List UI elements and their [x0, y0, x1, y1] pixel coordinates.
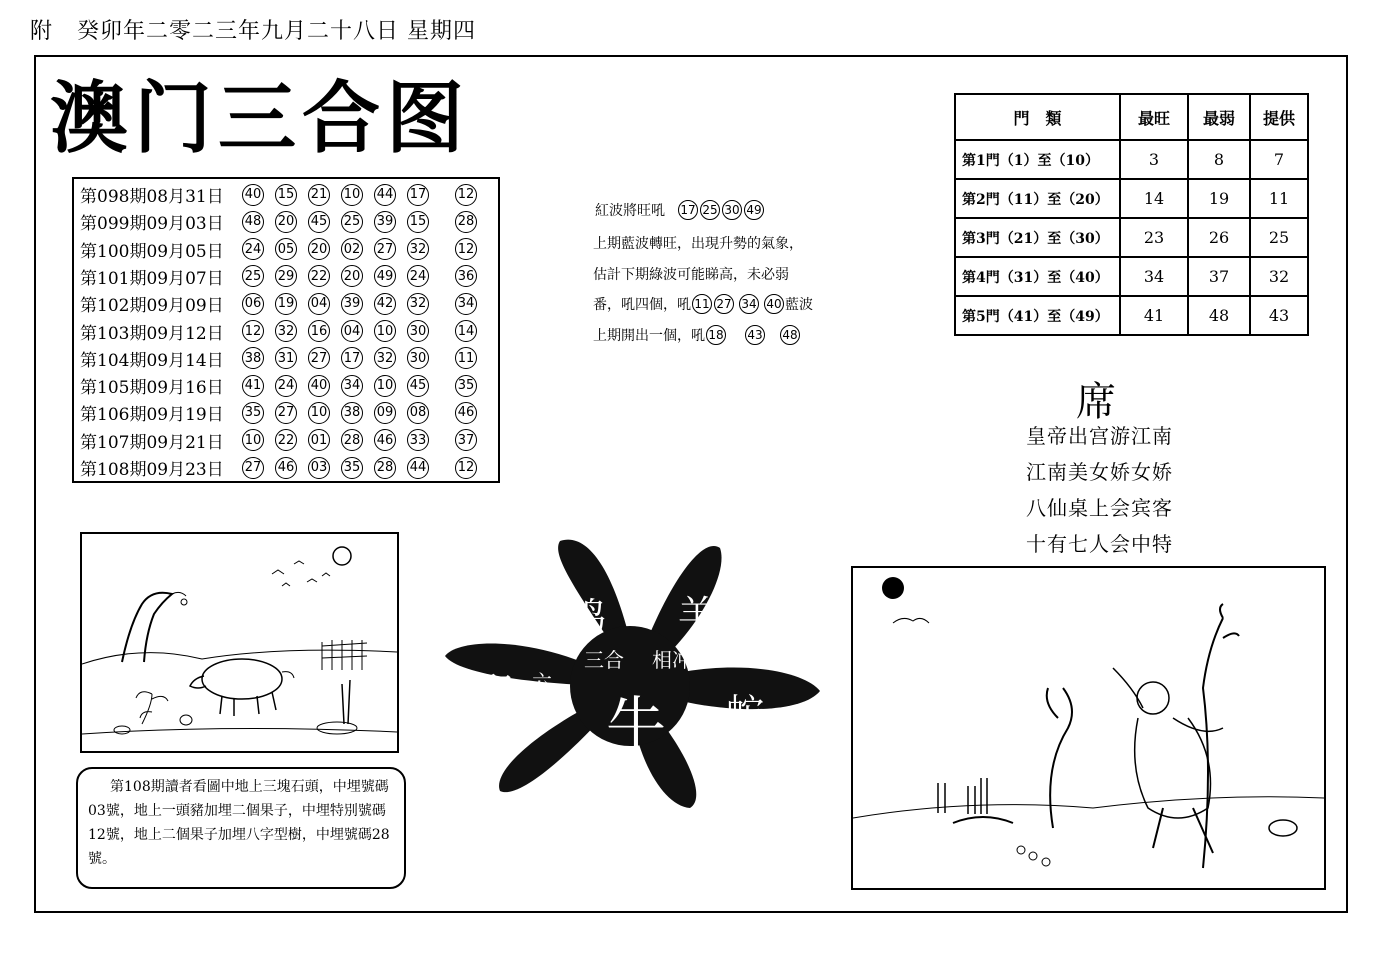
analysis-line-4-tail: 藍波 [785, 297, 813, 313]
special-number-ball: 34 [455, 293, 477, 315]
door-category-table [954, 93, 1309, 336]
zodiac-snake: 蛇 [726, 691, 765, 735]
door-offer: 25 [1250, 218, 1308, 257]
number-ball: 24 [275, 375, 297, 397]
history-row-label: 第099期09月03日 [80, 214, 224, 235]
number-ball: 39 [341, 293, 363, 315]
history-row-label: 第108期09月23日 [80, 460, 224, 480]
door-max: 41 [1120, 296, 1188, 335]
zodiac-sheep: 羊 [678, 593, 717, 637]
number-ball: 10 [374, 320, 396, 342]
number-ball: 28 [341, 429, 363, 451]
number-ball: 48 [242, 211, 264, 233]
pig-illustration [80, 532, 399, 753]
special-number-ball: 12 [455, 184, 477, 206]
door-offer: 11 [1250, 179, 1308, 218]
number-ball: 43 [745, 325, 765, 345]
door-min: 19 [1188, 179, 1250, 218]
special-number-ball: 11 [455, 347, 477, 369]
number-ball: 21 [308, 184, 330, 206]
zodiac-rat: 鼠 [478, 671, 517, 715]
number-ball: 28 [374, 457, 396, 479]
number-ball: 49 [744, 200, 764, 220]
number-ball: 10 [341, 184, 363, 206]
number-ball: 25 [341, 211, 363, 233]
number-ball: 10 [242, 429, 264, 451]
number-ball: 10 [374, 375, 396, 397]
red-wave-line [595, 200, 765, 220]
number-ball: 40 [242, 184, 264, 206]
history-row [80, 208, 477, 235]
door-row [955, 257, 1308, 296]
number-ball: 20 [308, 238, 330, 260]
zodiac-ox: 牛 [606, 691, 666, 761]
number-ball: 32 [407, 293, 429, 315]
door-row [955, 218, 1308, 257]
history-row-label: 第105期09月16日 [80, 378, 224, 399]
analysis-line-5 [593, 325, 801, 345]
header-prefix: 附 [30, 19, 54, 44]
xiangchong-label: 相冲 [652, 648, 692, 672]
red-wave-balls [677, 200, 765, 220]
door-range: 第4門（31）至（40） [955, 257, 1120, 296]
number-ball: 44 [374, 184, 396, 206]
number-ball: 17 [407, 184, 429, 206]
history-row [80, 372, 477, 399]
number-ball: 49 [374, 265, 396, 287]
number-ball: 27 [308, 347, 330, 369]
number-ball: 04 [308, 293, 330, 315]
history-row [80, 181, 477, 208]
analysis-line-5-balls [705, 325, 801, 345]
number-ball: 45 [407, 375, 429, 397]
header-date: 癸卯年二零二三年九月二十八日 星期四 [77, 19, 476, 44]
reader-caption-box [76, 767, 406, 889]
door-row [955, 140, 1308, 179]
number-ball: 42 [374, 293, 396, 315]
child-scene-drawing [853, 568, 1324, 888]
number-ball: 33 [407, 429, 429, 451]
special-number-ball: 12 [455, 457, 477, 479]
door-max: 23 [1120, 218, 1188, 257]
number-ball: 46 [275, 457, 297, 479]
door-max: 3 [1120, 140, 1188, 179]
number-ball: 38 [341, 402, 363, 424]
number-ball: 38 [242, 347, 264, 369]
special-number-ball: 12 [455, 238, 477, 260]
number-ball: 19 [275, 293, 297, 315]
number-ball: 20 [341, 265, 363, 287]
liuhe-label-top: 六 [532, 670, 552, 694]
analysis-line-5-text: 上期開出一個，吼 [593, 328, 705, 344]
header-date-line [30, 14, 476, 45]
pig-scene-drawing [82, 534, 397, 751]
door-range: 第5門（41）至（49） [955, 296, 1120, 335]
number-ball: 29 [275, 265, 297, 287]
page-title: 澳门三合图 [50, 74, 471, 164]
door-header-category: 門 類 [955, 94, 1120, 140]
number-ball: 11 [692, 294, 712, 314]
number-ball: 12 [242, 320, 264, 342]
number-ball: 05 [275, 238, 297, 260]
door-row [955, 296, 1308, 335]
number-ball: 44 [407, 457, 429, 479]
number-ball: 27 [242, 457, 264, 479]
door-header-max: 最旺 [1120, 94, 1188, 140]
number-ball: 25 [242, 265, 264, 287]
number-ball: 40 [764, 294, 784, 314]
history-row [80, 427, 477, 454]
number-ball: 34 [739, 294, 759, 314]
history-row [80, 454, 477, 481]
number-ball: 06 [242, 293, 264, 315]
door-table-header-row [955, 94, 1308, 140]
history-row-label: 第098期08月31日 [80, 187, 224, 207]
number-ball: 09 [374, 402, 396, 424]
number-ball: 31 [275, 347, 297, 369]
door-max: 14 [1120, 179, 1188, 218]
history-row-label: 第106期09月19日 [80, 405, 224, 426]
number-ball: 30 [407, 347, 429, 369]
number-ball: 25 [700, 200, 720, 220]
special-number-ball: 46 [455, 402, 477, 424]
number-ball: 46 [374, 429, 396, 451]
door-offer: 43 [1250, 296, 1308, 335]
number-ball: 41 [242, 375, 264, 397]
history-row [80, 399, 477, 426]
number-ball: 30 [407, 320, 429, 342]
number-ball: 20 [275, 211, 297, 233]
analysis-line-2: 上期藍波轉旺，出現升勢的氣象， [593, 236, 803, 252]
analysis-line-4-text: 番，吼四個，吼 [593, 297, 691, 313]
history-row-label: 第100期09月05日 [80, 241, 224, 262]
special-number-ball: 35 [455, 375, 477, 397]
history-row [80, 290, 477, 317]
history-row-label: 第103期09月12日 [80, 323, 224, 344]
number-ball: 32 [275, 320, 297, 342]
number-ball: 04 [341, 320, 363, 342]
number-ball: 32 [374, 347, 396, 369]
history-row [80, 318, 477, 345]
poem-line: 皇帝出宫游江南 [1026, 424, 1173, 448]
special-number-ball: 36 [455, 265, 477, 287]
history-row [80, 236, 477, 263]
number-ball: 35 [242, 402, 264, 424]
door-offer: 7 [1250, 140, 1308, 179]
number-ball: 30 [722, 200, 742, 220]
analysis-line-4-balls [691, 294, 785, 314]
number-ball: 24 [242, 238, 264, 260]
number-ball: 03 [308, 457, 330, 479]
zodiac-flower [430, 536, 820, 811]
door-min: 8 [1188, 140, 1250, 179]
liuhe-label-bottom: 合 [532, 694, 552, 718]
number-ball: 02 [341, 238, 363, 260]
analysis-line-3: 估計下期綠波可能睇高，未必弱 [593, 267, 789, 283]
door-range: 第1門（1）至（10） [955, 140, 1120, 179]
history-row-label: 第102期09月09日 [80, 296, 224, 317]
door-range: 第3門（21）至（30） [955, 218, 1120, 257]
history-row-label: 第104期09月14日 [80, 350, 224, 371]
sanhe-label: 三合 [584, 648, 624, 672]
door-header-offer: 提供 [1250, 94, 1308, 140]
door-min: 26 [1188, 218, 1250, 257]
number-ball: 34 [341, 375, 363, 397]
history-row-label: 第107期09月21日 [80, 432, 224, 453]
poem-line: 八仙桌上会宾客 [1026, 496, 1173, 520]
special-number-ball: 28 [455, 211, 477, 233]
door-row [955, 179, 1308, 218]
number-ball: 08 [407, 402, 429, 424]
number-ball: 32 [407, 238, 429, 260]
history-results-table [72, 177, 500, 483]
number-ball: 15 [407, 211, 429, 233]
door-header-min: 最弱 [1188, 94, 1250, 140]
child-illustration [851, 566, 1326, 890]
poem-line: 江南美女娇女娇 [1026, 460, 1173, 484]
history-row [80, 263, 477, 290]
special-number-ball: 14 [455, 320, 477, 342]
number-ball: 35 [341, 457, 363, 479]
zodiac-chicken: 鸡 [568, 595, 607, 639]
number-ball: 45 [308, 211, 330, 233]
number-ball: 39 [374, 211, 396, 233]
special-number-ball: 37 [455, 429, 477, 451]
number-ball: 40 [308, 375, 330, 397]
number-ball: 24 [407, 265, 429, 287]
history-row [80, 345, 477, 372]
poem-line: 十有七人会中特 [1026, 532, 1173, 556]
history-row-label: 第101期09月07日 [80, 268, 224, 289]
number-ball: 27 [374, 238, 396, 260]
number-ball: 15 [275, 184, 297, 206]
number-ball: 18 [706, 325, 726, 345]
door-min: 37 [1188, 257, 1250, 296]
number-ball: 17 [678, 200, 698, 220]
analysis-line-4 [593, 294, 813, 314]
number-ball: 22 [308, 265, 330, 287]
number-ball: 22 [275, 429, 297, 451]
number-ball: 16 [308, 320, 330, 342]
door-range: 第2門（11）至（20） [955, 179, 1120, 218]
door-max: 34 [1120, 257, 1188, 296]
red-wave-text: 紅波將旺吼 [595, 203, 665, 219]
number-ball: 27 [275, 402, 297, 424]
number-ball: 27 [714, 294, 734, 314]
reader-caption-text: 第108期讀者看圖中地上三塊石頭，中埋號碼03號，地上一頭豬加埋二個果子，中埋特別號碼12號，地上二個果子加埋八字型樹，中埋號碼28號。 [88, 779, 390, 867]
door-min: 48 [1188, 296, 1250, 335]
poem-title: 席 [1076, 379, 1116, 425]
number-ball: 17 [341, 347, 363, 369]
door-offer: 32 [1250, 257, 1308, 296]
number-ball: 01 [308, 429, 330, 451]
number-ball: 48 [780, 325, 800, 345]
number-ball: 10 [308, 402, 330, 424]
